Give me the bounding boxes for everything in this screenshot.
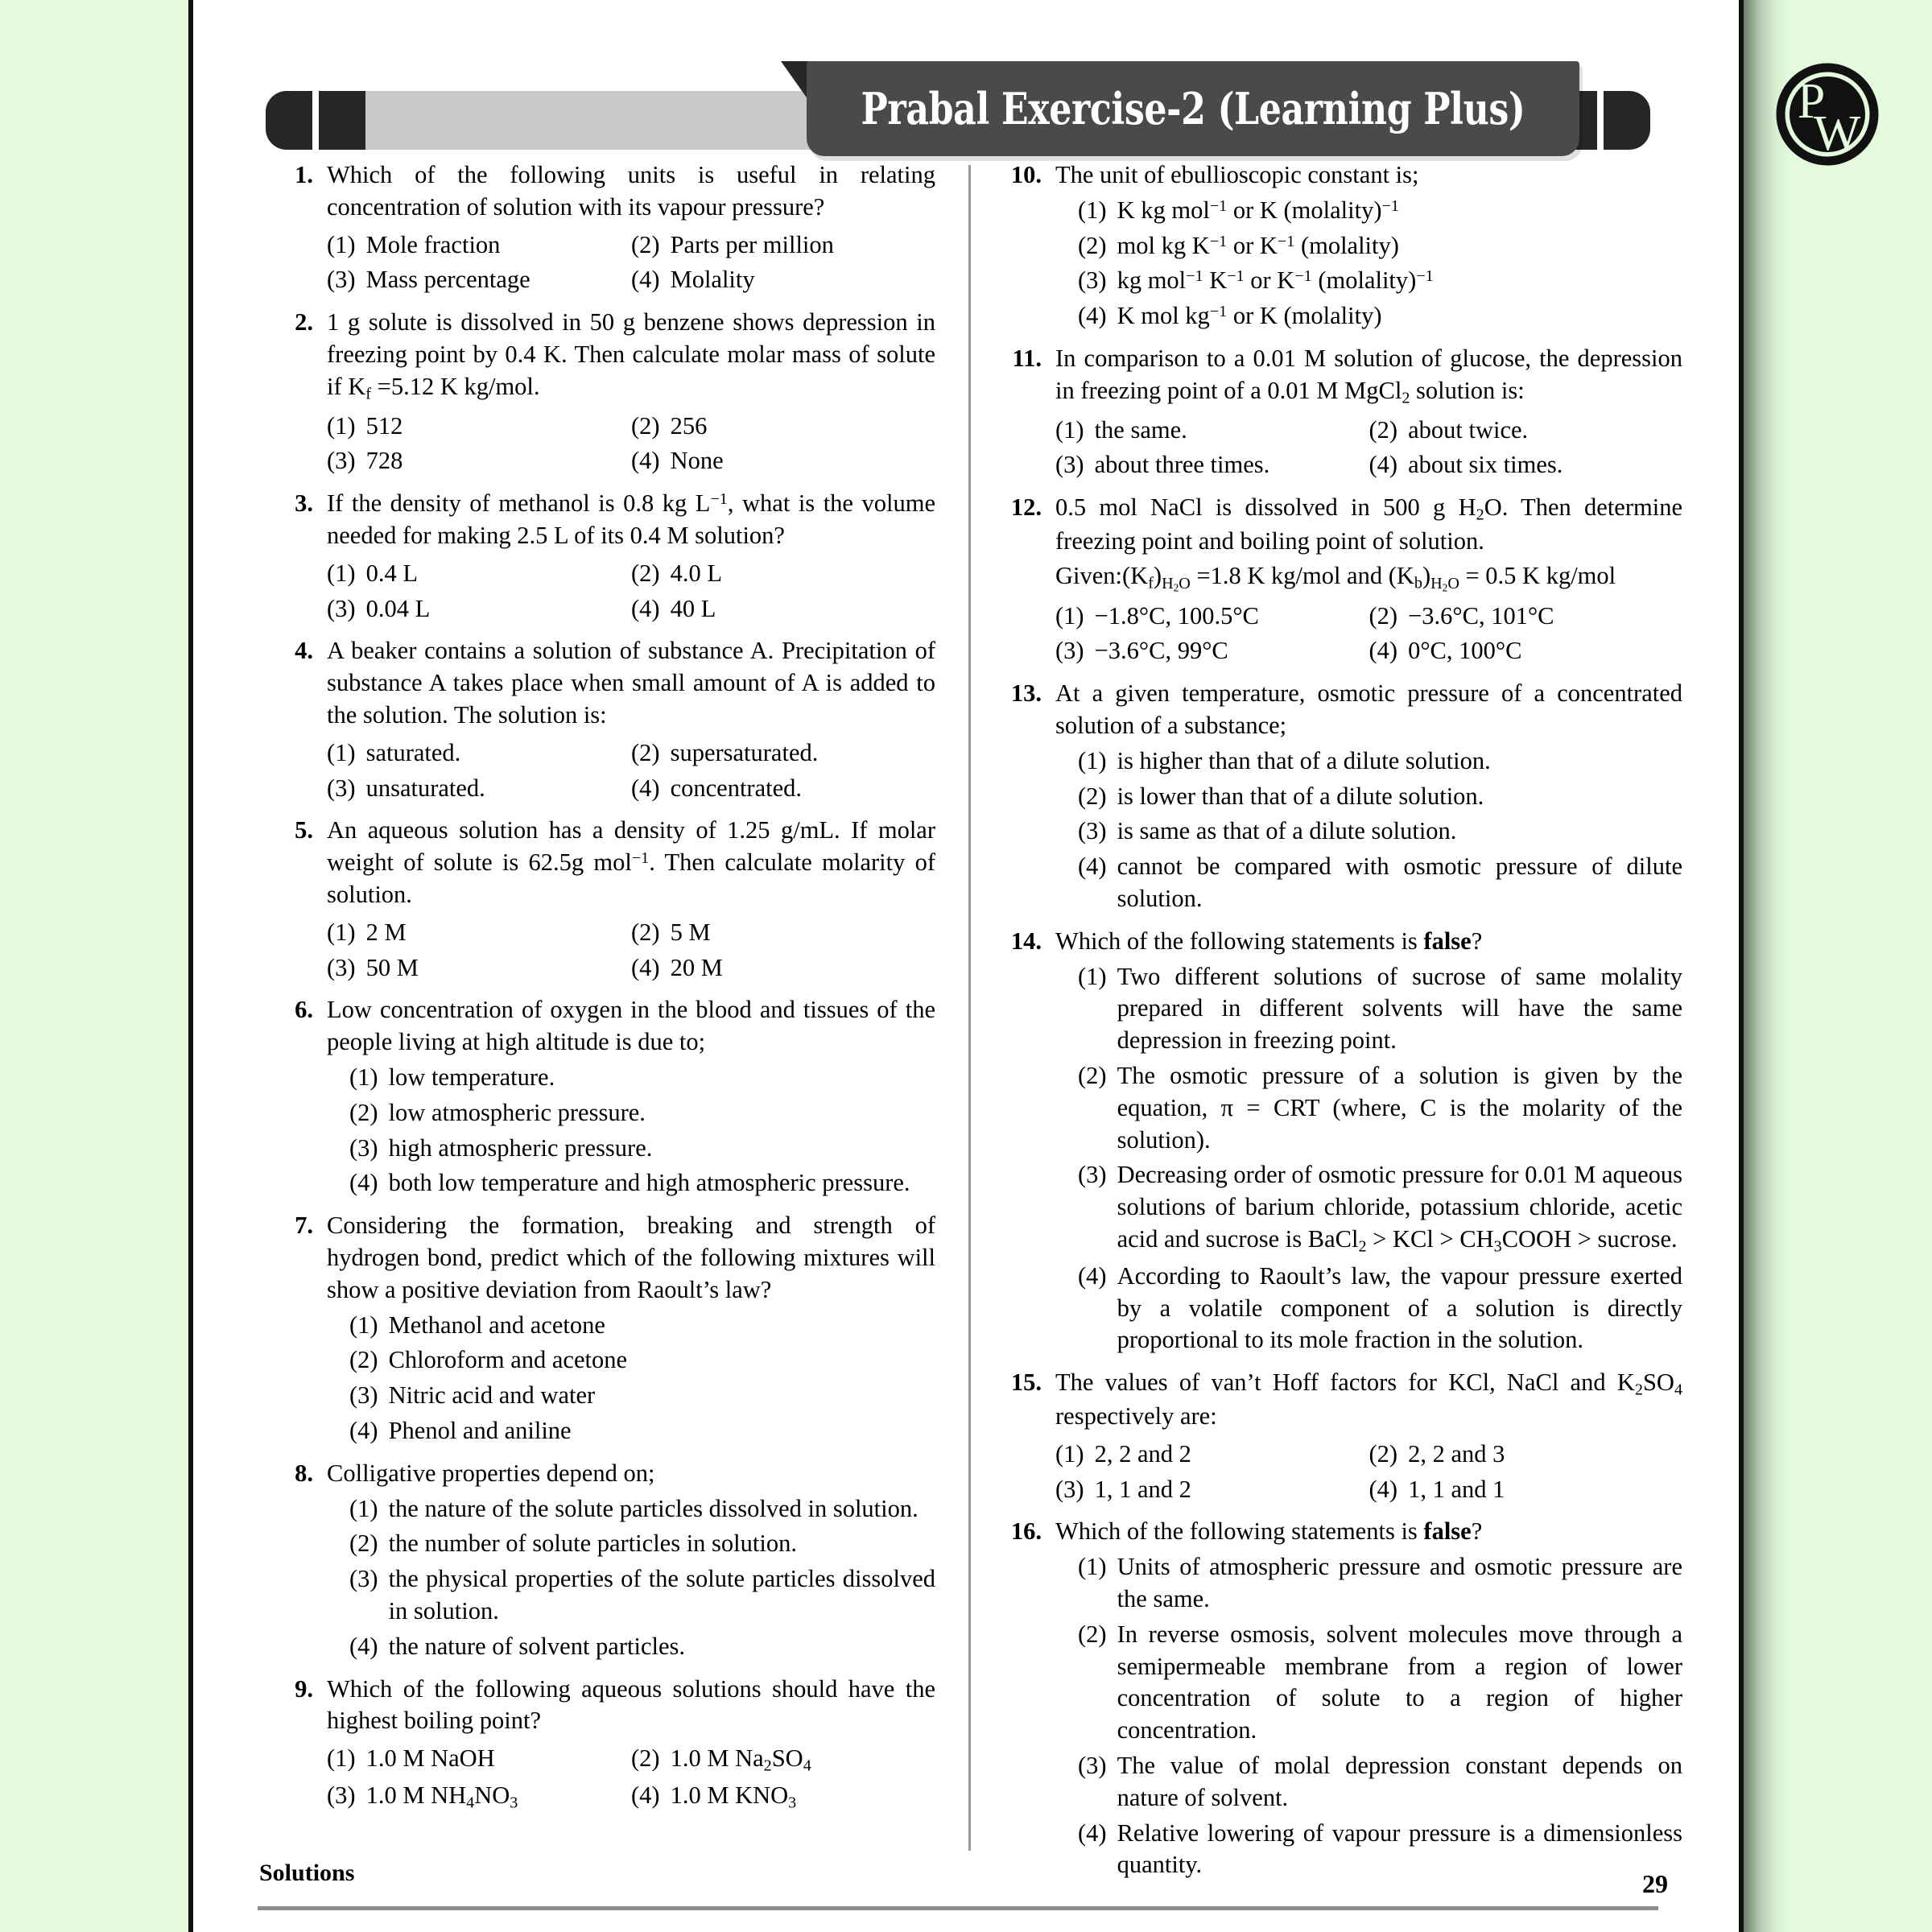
option-text: high atmospheric pressure. [388, 1133, 653, 1162]
option-label: (3) [1078, 1752, 1107, 1780]
option-label: (4) [631, 594, 660, 622]
option-list [1055, 1435, 1682, 1506]
option-list [327, 1062, 935, 1199]
option-text: is same as that of a dilute solution. [1117, 817, 1457, 845]
option-text: −1.8°C, 100.5°C [1094, 601, 1259, 630]
option-item[interactable] [1078, 815, 1682, 848]
option-item[interactable] [631, 1780, 935, 1814]
option-item[interactable] [1369, 415, 1683, 447]
question-stem: 0.5 mol NaCl is dissolved in 500 g $H_2O$. Then determine freezing point and boiling point of solution. [1055, 493, 1682, 555]
banner-ribbon-fold-icon [781, 61, 808, 100]
option-label: (4) [349, 1169, 378, 1197]
option-text: saturated. [365, 738, 461, 766]
option-text: about twice. [1408, 415, 1529, 444]
option-label: (4) [349, 1632, 378, 1660]
option-text: Decreasing order of osmotic pressure for 0.01 M aqueous solutions of barium chloride, potassium chloride, acetic acid and sucrose is BaCl$_2$ > KCl > $CH_3COOH$ > sucrose. [1117, 1161, 1682, 1256]
question-given-data: $Given:(K_f)_{H_2O} =1.8$ K kg/mol and $(K_b)_{H_2O} = 0.5$ K kg/mol [1055, 561, 1616, 594]
option-item[interactable] [1369, 1439, 1683, 1471]
option-list [1055, 745, 1682, 915]
option-label: (4) [1078, 1261, 1107, 1290]
option-label: (2) [631, 411, 660, 440]
option-label: (4) [631, 953, 660, 981]
option-label: (2) [631, 230, 660, 258]
question-body [327, 1458, 935, 1663]
option-label: (4) [349, 1416, 378, 1444]
option-label: (4) [631, 774, 660, 802]
question-stem: 1 g solute is dissolved in 50 g benzene shows depression in freezing point by 0.4 K. Then calculate molar mass of solute if $K_f =5.12$ K kg/mol. [327, 308, 935, 403]
option-text: None [670, 447, 724, 475]
question-number: 16. [1010, 1517, 1042, 1546]
question-stem: The unit of ebullioscopic constant is; [1055, 161, 1419, 188]
option-item[interactable] [349, 1493, 935, 1525]
option-label: (3) [327, 1781, 356, 1810]
option-label: (3) [349, 1565, 378, 1593]
question-stem: Considering the formation, breaking and strength of hydrogen bond, predict which of the following mixtures will show a positive deviation from Raoult’s law? [327, 1212, 935, 1303]
question-body [327, 159, 935, 296]
question-number: 7. [295, 1212, 313, 1240]
option-text: 2 M [365, 918, 407, 946]
option-item[interactable] [631, 917, 935, 949]
page-edge-left [188, 0, 193, 1932]
option-label: (1) [327, 1744, 356, 1773]
option-label: (1) [1078, 746, 1107, 774]
option-item[interactable] [1078, 961, 1682, 1057]
option-list [327, 226, 935, 297]
option-label: (2) [1078, 782, 1107, 810]
option-label: (1) [1055, 601, 1084, 630]
option-label: (3) [1078, 266, 1107, 295]
option-label: (2) [631, 559, 660, 587]
option-label: (2) [1368, 1439, 1398, 1468]
option-item[interactable] [1078, 1619, 1682, 1747]
option-text: is lower than that of a dilute solution. [1117, 782, 1484, 810]
option-text: Mole fraction [365, 230, 501, 258]
option-text: Parts per million [670, 230, 834, 258]
option-text: The value of molal depression constant depends on nature of solvent. [1117, 1752, 1682, 1811]
option-item[interactable] [349, 1380, 935, 1412]
question-number: 11. [1012, 344, 1042, 372]
option-label: (2) [631, 1744, 660, 1773]
option-text: 1.0 M $Na_2SO_4$ [670, 1744, 811, 1775]
option-text: cannot be compared with osmotic pressure of dilute solution. [1117, 852, 1682, 912]
option-label: (1) [349, 1494, 378, 1522]
option-label: (3) [1055, 451, 1084, 479]
option-text: the physical properties of the solute particles dissolved in solution. [388, 1565, 935, 1624]
question-stem: Low concentration of oxygen in the blood and tissues of the people living at high altitude is due to; [327, 996, 935, 1056]
option-item[interactable] [1078, 851, 1682, 915]
question-item [282, 994, 935, 1199]
option-item[interactable] [1055, 1474, 1369, 1506]
option-label: (2) [1368, 601, 1398, 630]
question-stem: At a given temperature, osmotic pressure of a concentrated solution of a substance; [1055, 679, 1682, 739]
question-column-left [282, 159, 935, 1824]
option-item[interactable] [327, 264, 631, 296]
question-number: 9. [295, 1674, 313, 1703]
option-item[interactable] [631, 264, 935, 296]
option-label: (4) [1078, 852, 1107, 881]
question-body [327, 307, 935, 477]
question-item [1010, 1367, 1682, 1505]
option-item[interactable] [631, 229, 935, 262]
question-body [1055, 492, 1682, 667]
option-list [1055, 195, 1682, 332]
question-body [1055, 1516, 1682, 1881]
option-text: In reverse osmosis, solvent molecules move through a semipermeable membrane from a region of lower concentration of solute to a region of higher concentration. [1117, 1620, 1682, 1744]
option-item[interactable] [349, 1344, 935, 1377]
option-label: (3) [349, 1381, 378, 1410]
question-item [282, 1458, 935, 1663]
option-item[interactable] [1078, 745, 1682, 778]
option-text: Molality [670, 266, 755, 294]
question-number: 2. [295, 308, 313, 336]
option-item[interactable] [327, 558, 631, 590]
option-list [1055, 1551, 1682, 1881]
question-stem: The values of van’t Hoff factors for KCl, NaCl and $K_2SO_4$ respectively are: [1055, 1368, 1682, 1430]
option-label: (2) [349, 1346, 378, 1374]
option-item[interactable] [327, 445, 631, 477]
option-text: Chloroform and acetone [388, 1346, 627, 1374]
question-item [282, 635, 935, 804]
option-label: (1) [1078, 1553, 1107, 1581]
option-text: 1.0 M $KNO_3$ [670, 1781, 797, 1812]
option-item[interactable] [327, 411, 631, 443]
option-item[interactable] [1055, 415, 1369, 447]
option-label: (4) [1368, 637, 1398, 665]
question-item [282, 488, 935, 625]
footer-rule [258, 1906, 1658, 1910]
question-column-right [1010, 159, 1682, 1892]
banner-cap-left [266, 91, 312, 150]
option-text: −3.6°C, 101°C [1408, 601, 1554, 630]
option-item[interactable] [327, 593, 631, 625]
option-label: (1) [1078, 196, 1107, 224]
question-item [282, 1674, 935, 1814]
option-item[interactable] [327, 1780, 631, 1814]
option-item[interactable] [1078, 1060, 1682, 1156]
option-item[interactable] [631, 411, 935, 443]
option-label: (3) [349, 1133, 378, 1162]
option-text: Mass percentage [365, 266, 530, 294]
question-stem: An aqueous solution has a density of 1.25 g/mL. If molar weight of solute is 62.5g mol$^{-1}$. Then calculate molarity of solution. [327, 816, 935, 909]
option-label: (4) [631, 447, 660, 475]
question-item [1010, 492, 1682, 667]
option-item[interactable] [1055, 635, 1369, 667]
option-label: (3) [327, 447, 356, 475]
option-list [1055, 961, 1682, 1357]
option-item[interactable] [327, 229, 631, 262]
option-text: 20 M [670, 953, 723, 981]
option-list [327, 914, 935, 985]
option-list [327, 555, 935, 625]
option-text: 2, 2 and 3 [1408, 1439, 1505, 1468]
option-text: K kg mol$^{-1}$ or K (molality)$^{-1}$ [1117, 196, 1399, 224]
option-label: (1) [327, 559, 356, 587]
option-list [327, 734, 935, 805]
option-label: (2) [1078, 231, 1107, 259]
option-label: (1) [327, 411, 356, 440]
option-item[interactable] [349, 1631, 935, 1663]
question-stem: Which of the following statements is false? [1055, 927, 1483, 955]
option-label: (1) [349, 1311, 378, 1339]
option-text: kg mol$^{-1}$ $K^{-1}$ or $K^{-1}$ (molality)$^{-1}$ [1117, 266, 1434, 295]
question-number: 14. [1010, 927, 1042, 955]
option-item[interactable] [1369, 1474, 1683, 1506]
question-number: 13. [1010, 679, 1042, 708]
option-text: Units of atmospheric pressure and osmotic pressure are the same. [1117, 1553, 1682, 1613]
option-text: about six times. [1408, 451, 1563, 479]
question-item [282, 815, 935, 984]
question-item [282, 1210, 935, 1447]
option-item[interactable] [1078, 781, 1682, 813]
option-text: supersaturated. [670, 738, 819, 766]
question-body [1055, 343, 1682, 481]
question-item [1010, 926, 1682, 1356]
option-label: (3) [1078, 817, 1107, 845]
option-item[interactable] [1055, 1439, 1369, 1471]
option-item[interactable] [1055, 449, 1369, 481]
option-label: (3) [327, 594, 356, 622]
option-text: 5 M [670, 918, 711, 946]
option-list [327, 1310, 935, 1447]
question-stem: Colligative properties depend on; [327, 1459, 655, 1487]
column-divider [968, 165, 971, 1851]
option-item[interactable] [327, 773, 631, 805]
option-label: (1) [1055, 415, 1084, 444]
exercise-header-banner [266, 23, 1650, 143]
option-text: According to Raoult’s law, the vapour pressure exerted by a volatile component of a solution is directly proportional to its mole fraction in the solution. [1117, 1261, 1682, 1354]
option-label: (3) [327, 953, 356, 981]
option-item[interactable] [327, 917, 631, 949]
option-item[interactable] [349, 1528, 935, 1560]
question-body [327, 1210, 935, 1447]
option-text: 1, 1 and 2 [1094, 1475, 1191, 1503]
option-text: low atmospheric pressure. [388, 1098, 646, 1126]
option-label: (2) [1078, 1061, 1107, 1089]
option-item[interactable] [349, 1310, 935, 1342]
question-stem: Which of the following units is useful in relating concentration of solution with its vapour pressure? [327, 161, 935, 221]
option-label: (2) [349, 1530, 378, 1558]
question-item [1010, 678, 1682, 915]
option-item[interactable] [1078, 300, 1682, 332]
question-body [327, 1674, 935, 1814]
question-body [1055, 678, 1682, 915]
svg-text:P: P [1797, 74, 1826, 129]
question-stem: If the density of methanol is 0.8 kg $L^{-1}$, what is the volume needed for making 2.5 L of its 0.4 M solution? [327, 489, 935, 550]
option-label: (3) [1078, 1161, 1107, 1189]
option-text: Two different solutions of sucrose of same molality prepared in different solvents will have the same depression in freezing point. [1117, 962, 1682, 1055]
option-label: (1) [1055, 1439, 1084, 1468]
option-item[interactable] [1369, 449, 1683, 481]
pw-logo [1763, 50, 1892, 179]
page-edge-right-shadow [1744, 0, 1790, 1932]
option-item[interactable] [631, 1743, 935, 1777]
option-item[interactable] [327, 952, 631, 985]
option-label: (4) [631, 266, 660, 294]
banner-title: Prabal Exercise-2 (Learning Plus) [861, 83, 1525, 134]
option-text: 512 [365, 411, 403, 440]
option-list [327, 1493, 935, 1663]
question-item [1010, 159, 1682, 332]
option-label: (4) [1368, 1475, 1398, 1503]
option-list [327, 1740, 935, 1814]
option-item[interactable] [1078, 1750, 1682, 1814]
option-label: (3) [327, 774, 356, 802]
option-item[interactable] [1078, 1159, 1682, 1257]
option-label: (2) [631, 918, 660, 946]
question-body [327, 488, 935, 625]
option-label: (4) [1368, 451, 1398, 479]
option-text: Nitric acid and water [388, 1381, 596, 1410]
option-text: both low temperature and high atmospheric pressure. [388, 1169, 910, 1197]
question-number: 15. [1010, 1368, 1042, 1397]
question-body [327, 815, 935, 984]
option-item[interactable] [349, 1062, 935, 1094]
option-label: (2) [1078, 1620, 1107, 1648]
option-item[interactable] [631, 593, 935, 625]
option-text: Methanol and acetone [388, 1311, 605, 1339]
option-label: (1) [327, 230, 356, 258]
question-item [282, 159, 935, 296]
option-item[interactable] [349, 1167, 935, 1199]
option-text: 0.04 L [365, 594, 431, 622]
option-text: 4.0 L [670, 559, 722, 587]
option-item[interactable] [327, 1743, 631, 1777]
option-label: (1) [349, 1063, 378, 1091]
option-item[interactable] [1078, 1261, 1682, 1356]
option-item[interactable] [1078, 1551, 1682, 1616]
pw-logo-icon [1763, 50, 1892, 179]
option-label: (4) [631, 1781, 660, 1810]
question-number: 6. [295, 996, 313, 1024]
question-stem: In comparison to a 0.01 M solution of glucose, the depression in freezing point of a 0.01 M MgCl$_2$ solution is: [1055, 344, 1682, 407]
option-item[interactable] [631, 952, 935, 985]
option-label: (2) [1368, 415, 1398, 444]
option-item[interactable] [1078, 195, 1682, 227]
option-label: (1) [327, 918, 356, 946]
option-list [327, 407, 935, 478]
option-item[interactable] [349, 1133, 935, 1165]
option-text: Relative lowering of vapour pressure is a dimensionless quantity. [1117, 1818, 1682, 1879]
option-text: unsaturated. [365, 774, 485, 802]
option-item[interactable] [631, 558, 935, 590]
option-text: about three times. [1094, 451, 1270, 479]
option-label: (3) [1055, 1475, 1084, 1503]
option-text: 256 [670, 411, 708, 440]
option-label: (1) [1078, 962, 1107, 990]
option-text: 2, 2 and 2 [1094, 1439, 1191, 1468]
option-text: concentrated. [670, 774, 802, 802]
option-text: mol kg $K^{-1}$ or $K^{-1}$ (molality) [1117, 231, 1399, 259]
option-text: 1.0 M NaOH [365, 1744, 495, 1773]
option-item[interactable] [1078, 230, 1682, 262]
question-stem: A beaker contains a solution of substance A. Precipitation of substance A takes place when small amount of A is added to the solution. The solution is: [327, 637, 935, 729]
option-item[interactable] [1078, 265, 1682, 297]
question-body [1055, 926, 1682, 1356]
option-label: (4) [1078, 1818, 1107, 1847]
option-text: 40 L [670, 594, 716, 622]
option-text: the nature of the solute particles dissolved in solution. [388, 1494, 919, 1522]
question-number: 10. [1010, 161, 1042, 188]
banner-cap-right [1604, 91, 1650, 150]
option-item[interactable] [1055, 601, 1369, 633]
option-item[interactable] [349, 1415, 935, 1447]
option-text: 1.0 M $NH_4NO_3$ [365, 1781, 518, 1812]
option-item[interactable] [631, 445, 935, 477]
option-list [1055, 411, 1682, 482]
option-text: −3.6°C, 99°C [1094, 637, 1228, 665]
option-item[interactable] [349, 1097, 935, 1129]
question-body [327, 635, 935, 804]
option-text: is higher than that of a dilute solution. [1117, 746, 1491, 774]
question-number: 8. [295, 1459, 313, 1487]
option-label: (4) [1078, 302, 1107, 330]
option-text: low temperature. [388, 1063, 555, 1091]
option-text: the nature of solvent particles. [388, 1632, 685, 1660]
svg-text:W: W [1813, 106, 1861, 161]
option-item[interactable] [327, 737, 631, 770]
option-text: 1, 1 and 1 [1408, 1475, 1505, 1503]
option-text: 728 [365, 447, 403, 475]
question-number: 1. [295, 161, 313, 188]
question-body [1055, 159, 1682, 332]
option-item[interactable] [631, 773, 935, 805]
question-stem: Which of the following statements is false? [1055, 1517, 1483, 1546]
option-item[interactable] [1078, 1818, 1682, 1882]
question-number: 3. [295, 489, 313, 518]
option-text: Phenol and aniline [388, 1416, 572, 1444]
banner-block-left [319, 91, 365, 150]
option-item[interactable] [1369, 601, 1683, 633]
option-text: the number of solute particles in solution. [388, 1530, 797, 1558]
question-item [282, 307, 935, 477]
option-text: K mol $kg^{-1}$ or K (molality) [1117, 302, 1382, 330]
footer-page-number: 29 [1642, 1869, 1668, 1898]
option-label: (2) [349, 1098, 378, 1126]
question-body [327, 994, 935, 1199]
option-list [1055, 597, 1682, 668]
option-item[interactable] [349, 1563, 935, 1628]
option-text: 50 M [365, 953, 419, 981]
option-text: 0°C, 100°C [1408, 637, 1522, 665]
option-item[interactable] [1369, 635, 1683, 667]
banner-plaque [807, 61, 1579, 156]
question-body [1055, 1367, 1682, 1505]
footer-chapter-label: Solutions [259, 1860, 355, 1886]
question-item [1010, 343, 1682, 481]
option-label: (2) [631, 738, 660, 766]
question-item [1010, 1516, 1682, 1881]
option-item[interactable] [631, 737, 935, 770]
question-stem: Which of the following aqueous solutions should have the highest boiling point? [327, 1674, 935, 1735]
question-number: 12. [1010, 493, 1042, 522]
option-text: 0.4 L [365, 559, 418, 587]
option-text: The osmotic pressure of a solution is given by the equation, π = CRT (where, C is the molarity of the solution). [1117, 1061, 1682, 1154]
option-label: (3) [327, 266, 356, 294]
option-text: the same. [1094, 415, 1187, 444]
question-number: 4. [295, 637, 313, 665]
question-number: 5. [295, 816, 313, 844]
option-label: (3) [1055, 637, 1084, 665]
option-label: (1) [327, 738, 356, 766]
